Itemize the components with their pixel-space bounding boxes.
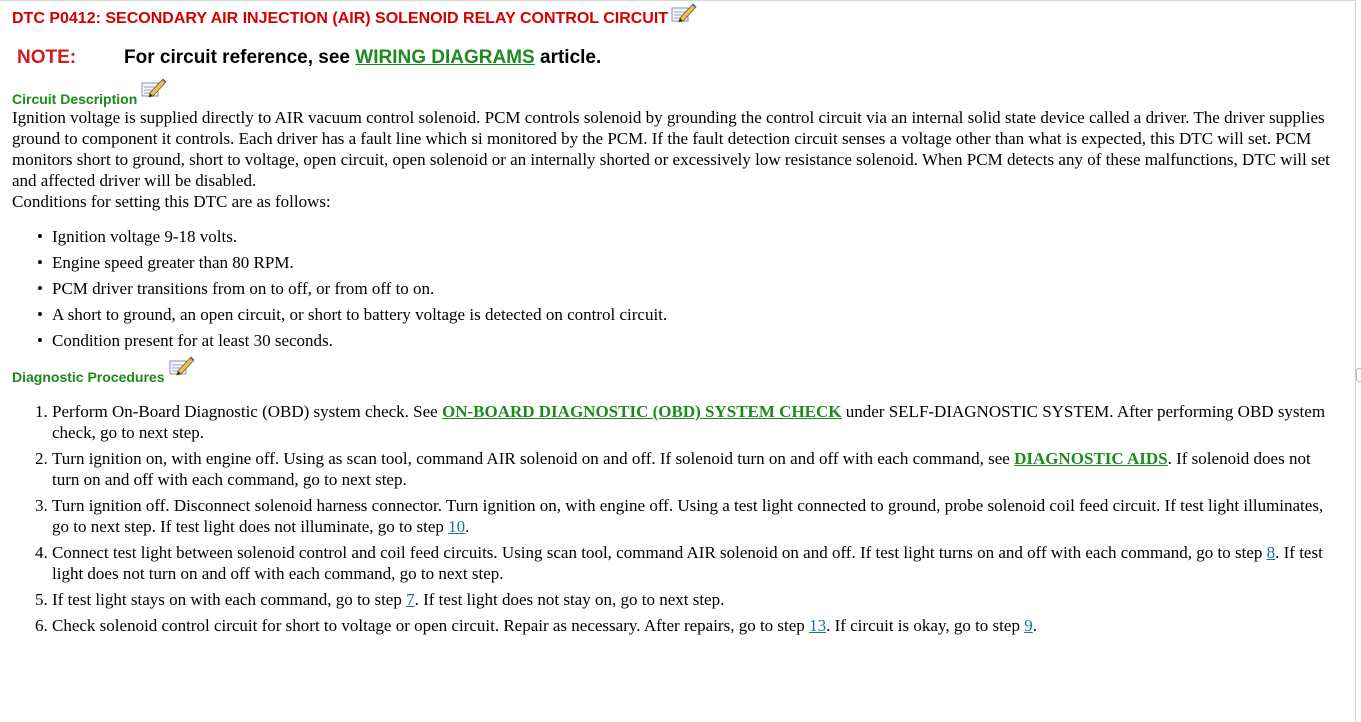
step-8-link[interactable]: 8 (1266, 543, 1276, 562)
condition-item: • Ignition voltage 9-18 volts. (52, 226, 1337, 247)
step-text: Turn ignition on, with engine off. Using as scan tool, command AIR solenoid on and off. If solenoid turn on and off with each command, see (52, 449, 1015, 468)
step-text: Perform On-Board Diagnostic (OBD) system check. See (52, 402, 442, 421)
conditions-intro: Conditions for setting this DTC are as follows: (12, 192, 331, 211)
step-text: . If solenoid does not turn on and off with each command, go to next step. (52, 449, 1311, 489)
note-text-before: For circuit reference, see (124, 47, 356, 68)
step-text: Check solenoid control circuit for short to voltage or open circuit. Repair as necessary. After repairs, go to step (52, 616, 810, 635)
wiring-diagrams-link[interactable]: WIRING DIAGRAMS (355, 47, 535, 68)
document-content (12, 4, 1337, 641)
note-line (12, 47, 1337, 69)
obd-system-check-link[interactable]: ON-BOARD DIAGNOSTIC (OBD) SYSTEM CHECK (441, 402, 842, 421)
diagnostic-step (52, 448, 1337, 490)
diagnostic-steps-list (12, 401, 1337, 636)
circuit-description-heading-text: Circuit Description (12, 91, 138, 107)
diagnostic-step (52, 542, 1337, 584)
condition-item: • Engine speed greater than 80 RPM. (52, 252, 1337, 273)
diagnostic-procedures-heading-text: Diagnostic Procedures (12, 369, 165, 385)
step-10-link[interactable]: 10 (448, 517, 466, 536)
step-text: If test light stays on with each command, go to step (52, 590, 407, 609)
condition-item: • A short to ground, an open circuit, or short to battery voltage is detected on control circuit. (52, 304, 1337, 325)
diagnostic-aids-link[interactable]: DIAGNOSTIC AIDS (1014, 449, 1168, 468)
diagnostic-procedures-heading (12, 369, 1337, 385)
step-text: . If test light does not turn on and off with each command, go to next step. (52, 543, 1323, 583)
diagnostic-step (52, 495, 1337, 537)
step-9-link[interactable]: 9 (1024, 616, 1033, 635)
conditions-list (12, 226, 1337, 351)
step-text: . (1032, 616, 1037, 635)
scrollbar-nub[interactable] (1356, 368, 1361, 382)
step-text: . If circuit is okay, go to step (826, 616, 1025, 635)
circuit-description-paragraph: Ignition voltage is supplied directly to AIR vacuum control solenoid. PCM controls solenoid by grounding the control circuit via an internal solid state device called a driver. The driver supplies ground to component it controls. Each driver has a fault line which si monitored by the PCM. If the fault detection circuit senses a voltage other than what is expected, this DTC will set. PCM monitors short to ground, short to voltage, open circuit, open solenoid or an internally shorted or excessively low resistance solenoid. When PCM detects any of these malfunctions, DTC will set and affected driver will be disabled. (12, 108, 1330, 190)
note-text (124, 47, 601, 69)
edit-note-icon[interactable] (141, 77, 167, 102)
diagnostic-step (52, 401, 1337, 443)
step-13-link[interactable]: 13 (809, 616, 827, 635)
step-text: under SELF-DIAGNOSTIC SYSTEM. After performing OBD system check, go to next step. (52, 402, 1326, 442)
diagnostic-step (52, 589, 1337, 610)
circuit-description-heading (12, 91, 1337, 107)
note-text-after: article. (534, 47, 602, 68)
edit-note-icon[interactable] (671, 2, 697, 29)
dtc-title-text: DTC P0412: SECONDARY AIR INJECTION (AIR) SOLENOID RELAY CONTROL CIRCUIT (12, 10, 669, 27)
step-7-link[interactable]: 7 (406, 590, 415, 609)
condition-item: • PCM driver transitions from on to off, or from off to on. (52, 278, 1337, 299)
step-text: Turn ignition off. Disconnect solenoid harness connector. Turn ignition on, with engine off. Using a test light connected to ground, probe solenoid coil feed circuit. If test light illuminates, go to next step. If test light does not illuminate, go to step (52, 496, 1324, 536)
step-text: Connect test light between solenoid control and coil feed circuits. Using scan tool, command AIR solenoid on and off. If test light turns on and off with each command, go to step (52, 543, 1267, 562)
dtc-title (12, 10, 1337, 29)
edit-note-icon[interactable] (169, 355, 195, 380)
diagnostic-step (52, 615, 1337, 636)
step-text: . (465, 517, 470, 536)
step-text: . If test light does not stay on, go to next step. (414, 590, 725, 609)
note-label: NOTE: (17, 47, 77, 68)
condition-item: • Condition present for at least 30 seconds. (52, 330, 1337, 351)
